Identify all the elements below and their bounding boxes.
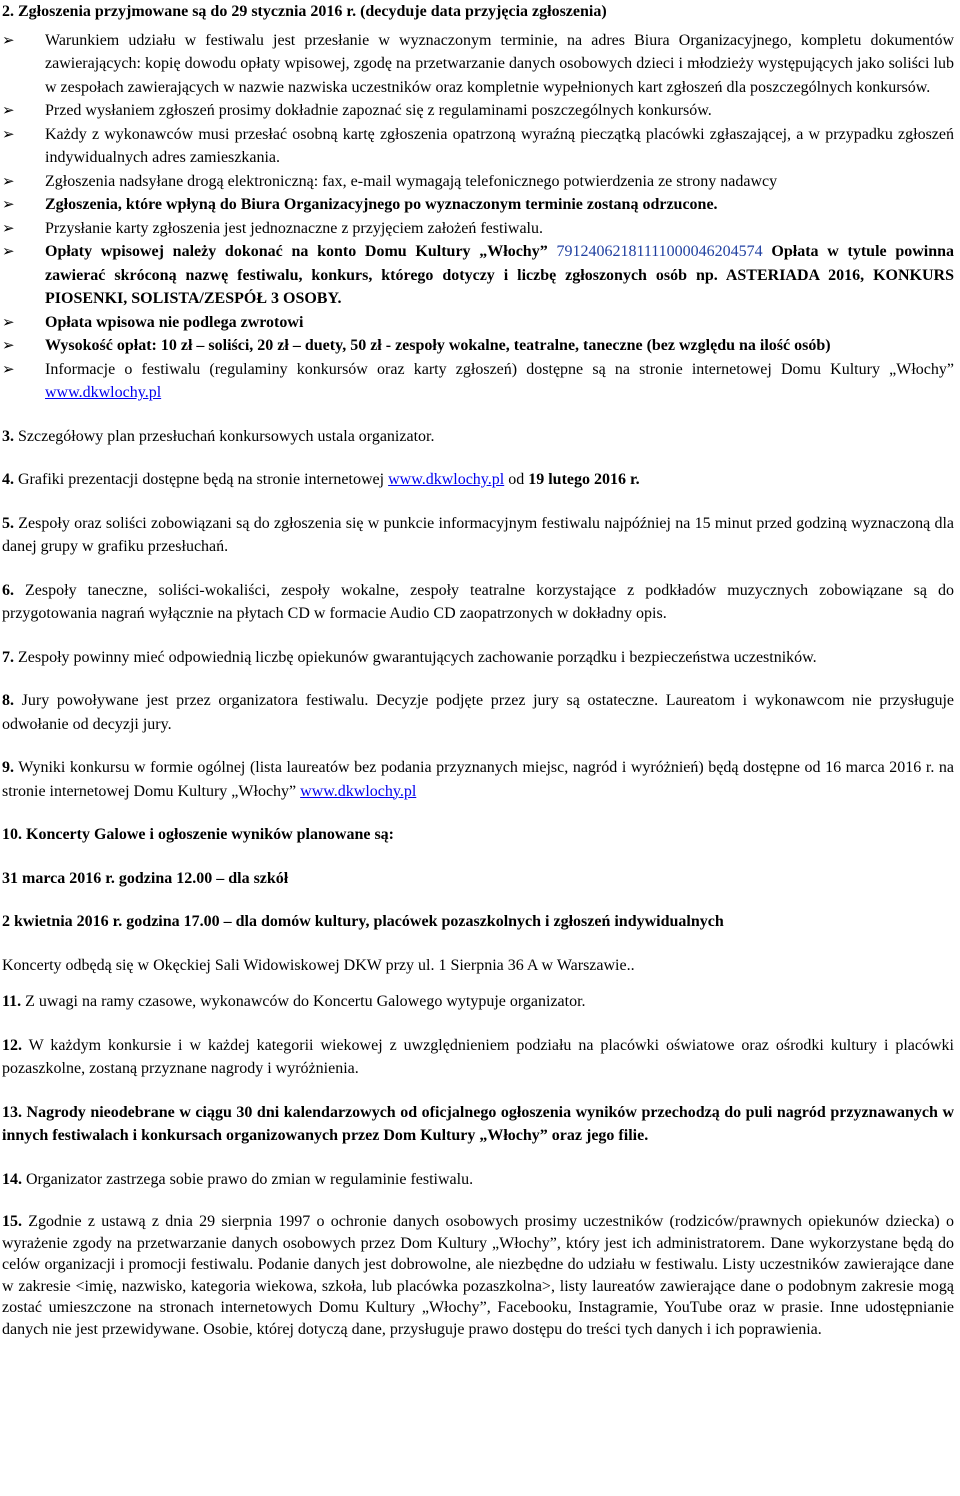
section-4: 4. Grafiki prezentacji dostępne będą na stronie internetowej www.dkwlochy.pl od 19 lutego 2016 r.: [2, 471, 640, 488]
section-5: 5. Zespoły oraz soliści zobowiązani są do zgłoszenia się w punkcie informacyjnym festiwalu najpóźniej na 15 minut przed godziną wyznaczoną dla danej grupy w grafiku przesłuchań.: [2, 514, 954, 555]
arrow-bullet-icon: ➢: [2, 171, 15, 190]
section-11: 11. Z uwagi na ramy czasowe, wykonawców do Koncertu Galowego wytypuje organizator.: [2, 993, 586, 1010]
list-item: ➢ Zgłoszenia, które wpłyną do Biura Organizacyjnego po wyznaczonym terminie zostaną odrzucone.: [2, 193, 954, 217]
bank-account-number: 79124062181111000046204574: [556, 243, 763, 260]
concert-venue: Koncerty odbędą się w Okęckiej Sali Widowiskowej DKW przy ul. 1 Sierpnia 36 A w Warszawie..: [2, 956, 635, 974]
list-item: ➢ Informacje o festiwalu (regulaminy konkursów oraz karty zgłoszeń) dostępne są na stronie internetowej Domu Kultury „Włochy” www.dkwlochy.pl: [2, 359, 954, 401]
website-link[interactable]: www.dkwlochy.pl: [388, 471, 505, 488]
gala-concert-culture-houses: 2 kwietnia 2016 r. godzina 17.00 – dla domów kultury, placówek pozaszkolnych i zgłoszeń indywidualnych: [2, 913, 724, 930]
list-item: ➢ Każdy z wykonawców musi przesłać osobną kartę zgłoszenia opatrzoną wyraźną pieczątką placówki zgłaszającej, a w przypadku zgłoszeń indywidualnych adres zamieszkania.: [2, 124, 954, 166]
arrow-bullet-icon: ➢: [2, 101, 15, 119]
section-2-heading: 2. Zgłoszenia przyjmowane są do 29 stycznia 2016 r. (decyduje data przyjęcia zgłoszenia): [2, 3, 607, 20]
arrow-bullet-icon: ➢: [2, 359, 15, 378]
list-item: ➢ Przed wysłaniem zgłoszeń prosimy dokładnie zapoznać się z regulaminami poszczególnych konkursów.: [2, 99, 954, 123]
section-6: 6. Zespoły taneczne, soliści-wokaliści, zespoły wokalne, zespoły teatralne korzystające z podkładów muzycznych zobowiązane są do przygotowania nagrań wyłącznie na płytach CD w formacie Audio CD zaopatrzonych w dokładny opis.: [2, 581, 955, 622]
section-15-data-protection: 15. Zgodnie z ustawą z dnia 29 sierpnia 1997 o ochronie danych osobowych prosimy uczestników (rodziców/prawnych opiekunów dziecka) o wyrażenie zgody na przetwarzanie danych osobowych przez Dom Kultury „Włochy”, który jest ich administratorem. Dane wykorzystane będą do celów organizacji i promocji festiwalu. Podanie danych jest dobrowolne, ale niezbędne do udziału w festiwalu. Listy uczestników zawierające dane w zakresie <imię, nazwisko, kategoria wiekowa, szkoła, lub placówka pozaszkolna>, listy laureatów zawierające dane o podobnym zakresie mogą zostać umieszczone na stronach internetowych Domu Kultury „Włochy”, Facebooku, Instagramie, YouTube oraz w prasie. Inne udostępnianie danych nie jest przewidywane. Osobie, której dotyczą dane, przysługuje prawo dostępu do treści tych danych i ich poprawienia.: [2, 1213, 954, 1338]
list-item: ➢ Zgłoszenia nadsyłane drogą elektroniczną: fax, e-mail wymagają telefonicznego potwierdzenia ze strony nadawcy: [2, 170, 954, 194]
list-item: ➢ Warunkiem udziału w festiwalu jest przesłanie w wyznaczonym terminie, na adres Biura Organizacyjnego, kompletu dokumentów zawierających: kopię dowodu opłaty wpisowej, zgodę na przetwarzanie danych osobowych dzieci i młodzieży występujących jako soliści lub w zespołach zawierających w nazwie nazwiska uczestników oraz kompletnie wypełnionych kart zgłoszeń dla poszczególnych konkursów.: [2, 30, 954, 96]
section-9: 9. Wyniki konkursu w formie ogólnej (lista laureatów bez podania przyznanych miejsc, nagród i wyróżnień) będą dostępne od 16 marca 2016 r. na stronie internetowej Domu Kultury „Włochy” www.dkwlochy.pl: [2, 759, 955, 800]
arrow-bullet-icon: ➢: [2, 124, 15, 143]
list-item: ➢ Opłaty wpisowej należy dokonać na konto Domu Kultury „Włochy” 79124062181111000046204574 Opłata w tytule powinna zawierać skróconą nazwę festiwalu, konkurs, którego dotyczy i liczbę zgłoszonych osób np. ASTERIADA 2016, KONKURS PIOSENKI, SOLISTA/ZESPÓŁ 3 OSOBY.: [2, 242, 955, 307]
arrow-bullet-icon: ➢: [2, 218, 15, 237]
arrow-bullet-icon: ➢: [2, 312, 15, 331]
list-item: ➢ Przysłanie karty zgłoszenia jest jednoznaczne z przyjęciem założeń festiwalu.: [2, 217, 954, 241]
section-3: 3. Szczegółowy plan przesłuchań konkursowych ustala organizator.: [2, 427, 435, 445]
website-link[interactable]: www.dkwlochy.pl: [300, 782, 417, 800]
arrow-bullet-icon: ➢: [2, 242, 15, 260]
section-8: 8. Jury powoływane jest przez organizatora festiwalu. Decyzje podjęte przez jury są ostateczne. Laureatom i wykonawcom nie przysługuje odwołanie od decyzji jury.: [2, 692, 955, 733]
section-12: 12. W każdym konkursie i w każdej kategorii wiekowej z uwzględnieniem podziału na placówki oświatowe oraz ośrodki kultury i placówki pozaszkolne, zostaną przyznane nagrody i wyróżnienia.: [2, 1036, 954, 1077]
arrow-bullet-icon: ➢: [2, 30, 15, 49]
arrow-bullet-icon: ➢: [2, 336, 15, 354]
arrow-bullet-icon: ➢: [2, 195, 15, 213]
section-14: 14. Organizator zastrzega sobie prawo do zmian w regulaminie festiwalu.: [2, 1170, 474, 1188]
submission-rules-list: [2, 29, 954, 405]
list-item: ➢ Wysokość opłat: 10 zł – soliści, 20 zł – duety, 50 zł - zespoły wokalne, teatralne, taneczne (bez względu na ilość osób): [2, 334, 954, 358]
section-7: 7. Zespoły powinny mieć odpowiednią liczbę opiekunów gwarantujących zachowanie porządku i bezpieczeństwa uczestników.: [2, 648, 817, 666]
section-13: 13. Nagrody nieodebrane w ciągu 30 dni kalendarzowych od oficjalnego ogłoszenia wyników przechodzą do puli nagród przyznawanych w innych festiwalach i konkursach organizowanych przez Dom Kultury „Włochy” oraz jego filie.: [2, 1103, 954, 1144]
website-link[interactable]: www.dkwlochy.pl: [45, 384, 162, 401]
list-item: ➢ Opłata wpisowa nie podlega zwrotowi: [2, 311, 954, 335]
section-10-heading: 10. Koncerty Galowe i ogłoszenie wyników planowane są:: [2, 826, 394, 843]
gala-concert-schools: 31 marca 2016 r. godzina 12.00 – dla szkół: [2, 869, 289, 887]
